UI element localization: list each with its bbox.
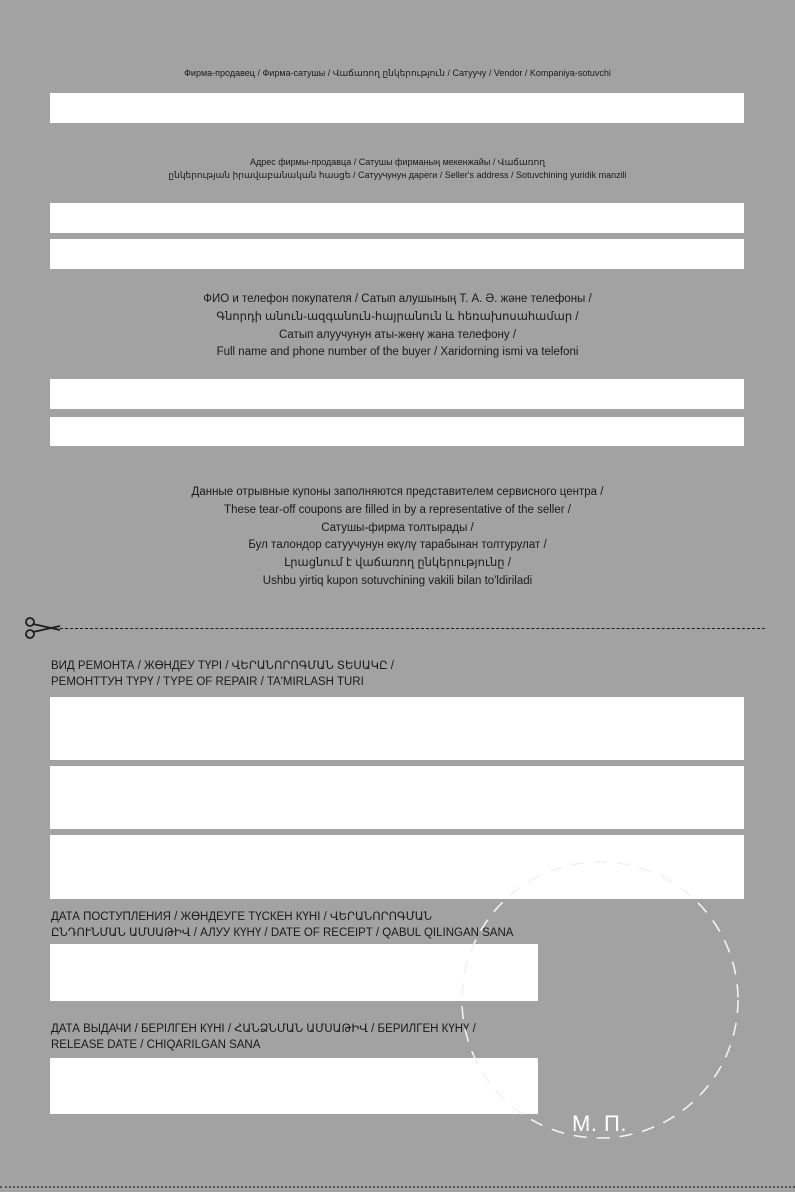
receipt-date-label <box>51 909 513 941</box>
repair-type-label-line: РЕМОНТТУН ТҮРҮ / TYPE OF REPAIR / TA'MIRLASH TURI <box>51 676 364 689</box>
repair-type-label-line: ВИД РЕМОНТА / ЖӨНДЕУ ТҮРІ / ՎԵՐԱՆՈՐՈԳՄԱՆ ՏԵՍԱԿԸ / <box>51 660 394 672</box>
coupons-note <box>40 484 755 591</box>
release-date-label <box>51 1021 476 1053</box>
buyer-field-1[interactable] <box>50 379 744 409</box>
coupons-note-line: Ushbu yirtiq kupon sotuvchining vakili bilan to'ldiriladi <box>262 575 533 588</box>
address-field-1[interactable] <box>50 203 744 233</box>
coupons-note-line: Լրացնում է վաճառող ընկերությունը / <box>284 557 511 570</box>
release-date-label-line: ДАТА ВЫДАЧИ / БЕРІЛГЕН КҮНІ / ՀԱՆՁՆՄԱՆ ԱՄՍԱԹԻՎ / БЕРИЛГЕН КҮНҮ / <box>51 1023 476 1035</box>
buyer-field-2[interactable] <box>50 417 744 446</box>
buyer-label <box>40 291 755 362</box>
release-date-label-line: RELEASE DATE / CHIQARILGAN SANA <box>51 1039 261 1052</box>
repair-type-field-1[interactable] <box>50 697 744 760</box>
address-field-2[interactable] <box>50 239 744 269</box>
address-label-line: Адрес фирмы-продавца / Сатушы фирманың мекенжайы / Վաճառող <box>249 157 546 167</box>
receipt-date-label-line: ДАТА ПОСТУПЛЕНИЯ / ЖӨНДЕУГЕ ТҮСКЕН КҮНІ / ՎԵՐԱՆՈՐՈԳՄԱՆ <box>51 911 433 923</box>
coupons-note-line: These tear-off coupons are filled in by a representative of the seller / <box>224 503 571 516</box>
coupons-note-line: Бул талондор сатуучунун өкүлү тарабынан толтурулат / <box>248 539 547 552</box>
buyer-label-line: Գնորդի անուն-ազգանուն-հայրանուն և հեռախոսահամար / <box>216 310 579 323</box>
repair-type-label <box>51 658 394 690</box>
coupons-note-line: Данные отрывные купоны заполняются представителем сервисного центра / <box>191 486 604 498</box>
address-label <box>40 156 755 181</box>
cut-line <box>60 628 765 629</box>
address-label-line: ընկերության իրավաբանական հասցե / Сатуучунун дареги / Seller's address / Sotuvchining yuridik manzili <box>168 169 627 180</box>
buyer-label-line: Full name and phone number of the buyer / Xaridorning ismi va telefoni <box>216 346 579 359</box>
buyer-label-line: Сатып алуучунун аты-жөнү жана телефону / <box>278 328 517 341</box>
vendor-label <box>40 67 755 80</box>
buyer-label-line: ФИО и телефон покупателя / Сатып алушының Т. А. Ә. және телефоны / <box>203 293 592 305</box>
vendor-field[interactable] <box>50 93 744 123</box>
repair-type-field-2[interactable] <box>50 766 744 829</box>
receipt-date-label-line: ԸՆԴՈՒՆՄԱՆ ԱՄՍԱԹԻՎ / АЛУУ КҮНҮ / DATE OF RECEIPT / QABUL QILINGAN SANA <box>51 927 514 940</box>
coupons-note-line: Сатушы-фирма толтырады / <box>321 521 474 534</box>
vendor-label-text: Фирма-продавец / Фирма-сатушы / Վաճառող ընկերություն / Сатуучу / Vendor / Kompaniya-sotuvchi <box>184 68 611 78</box>
stamp-circle <box>455 855 745 1145</box>
stamp-label: М. П. <box>572 1111 627 1136</box>
scissors-icon <box>24 617 62 639</box>
bottom-edge <box>0 1186 795 1188</box>
